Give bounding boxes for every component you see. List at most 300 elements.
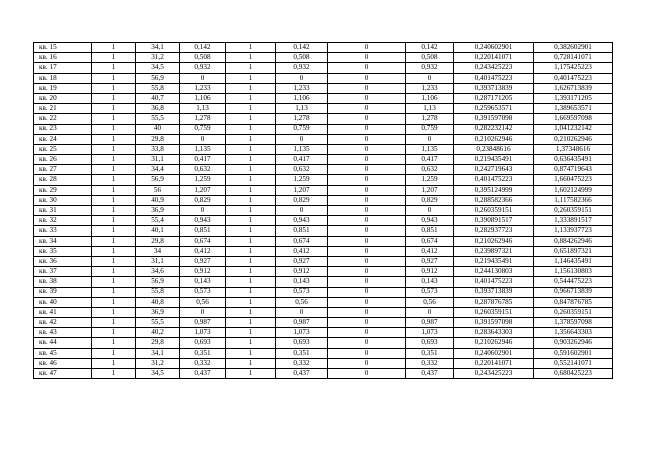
table-cell: 1,135 <box>276 144 328 154</box>
table-cell: 1 <box>92 165 136 175</box>
table-cell: 0,260359151 <box>454 206 534 216</box>
table-cell: 1 <box>226 83 276 93</box>
table-cell: 0,243425223 <box>454 369 534 379</box>
table-cell: 56,9 <box>136 73 180 83</box>
table-cell: 0,943 <box>180 216 226 226</box>
table-cell: 1 <box>92 155 136 165</box>
table-cell: 0 <box>328 358 406 368</box>
table-cell: 1,278 <box>180 114 226 124</box>
apartment-name-cell: кв. 26 <box>34 155 92 165</box>
apartment-name-cell: кв. 44 <box>34 338 92 348</box>
table-cell: 0,759 <box>406 124 454 134</box>
table-cell: 31,2 <box>136 358 180 368</box>
table-cell: 33,8 <box>136 144 180 154</box>
table-cell: 0 <box>328 246 406 256</box>
table-cell: 0,412 <box>276 246 328 256</box>
table-row <box>34 277 613 287</box>
table-cell: 0,829 <box>180 195 226 205</box>
table-cell: 0,932 <box>406 63 454 73</box>
table-cell: 1,175425223 <box>534 63 613 73</box>
apartment-name-cell: кв. 35 <box>34 246 92 256</box>
table-row <box>34 144 613 154</box>
table-cell: 0,283643303 <box>454 328 534 338</box>
table-cell: 0 <box>328 287 406 297</box>
table-cell: 1 <box>92 63 136 73</box>
table-cell: 55,8 <box>136 83 180 93</box>
table-cell: 0,240602901 <box>454 348 534 358</box>
table-cell: 29,8 <box>136 134 180 144</box>
table-cell: 0 <box>328 185 406 195</box>
table-cell: 0,674 <box>406 236 454 246</box>
table-cell: 56 <box>136 185 180 195</box>
table-cell: 34,5 <box>136 63 180 73</box>
table-row <box>34 256 613 266</box>
table-cell: 0 <box>276 206 328 216</box>
table-cell: 0,829 <box>406 195 454 205</box>
table-cell: 1 <box>92 134 136 144</box>
table-cell: 0 <box>328 43 406 53</box>
table-row <box>34 165 613 175</box>
table-cell: 0,282232142 <box>454 124 534 134</box>
table-row <box>34 114 613 124</box>
table-cell: 0,260359151 <box>534 307 613 317</box>
table-cell: 1,207 <box>276 185 328 195</box>
table-cell: 0,395124999 <box>454 185 534 195</box>
table-cell: 1 <box>92 73 136 83</box>
table-cell: 0,632 <box>180 165 226 175</box>
table-cell: 1,259 <box>406 175 454 185</box>
table-cell: 0,332 <box>406 358 454 368</box>
table-cell: 1,135 <box>180 144 226 154</box>
table-cell: 0,573 <box>180 287 226 297</box>
apartment-name-cell: кв. 46 <box>34 358 92 368</box>
table-cell: 0,912 <box>276 267 328 277</box>
table-cell: 0,987 <box>406 318 454 328</box>
table-cell: 56,9 <box>136 175 180 185</box>
table-cell: 55,4 <box>136 216 180 226</box>
table-cell: 0,287876785 <box>454 297 534 307</box>
apartment-name-cell: кв. 33 <box>34 226 92 236</box>
table-cell: 0,651897321 <box>534 246 613 256</box>
table-cell: 0 <box>328 144 406 154</box>
table-cell: 0,508 <box>180 53 226 63</box>
table-cell: 0,573 <box>406 287 454 297</box>
table-cell: 1,13 <box>276 104 328 114</box>
table-row <box>34 348 613 358</box>
table-cell: 0,219435491 <box>454 256 534 266</box>
table-cell: 1,378597098 <box>534 318 613 328</box>
table-row <box>34 307 613 317</box>
table-cell: 0,351 <box>180 348 226 358</box>
apartment-name-cell: кв. 21 <box>34 104 92 114</box>
table-cell: 1 <box>92 226 136 236</box>
table-cell: 1,073 <box>276 328 328 338</box>
table-cell: 1 <box>226 206 276 216</box>
table-cell: 1 <box>226 53 276 63</box>
apartment-name-cell: кв. 45 <box>34 348 92 358</box>
table-cell: 1 <box>92 185 136 195</box>
table-cell: 0 <box>328 93 406 103</box>
table-cell: 0,759 <box>180 124 226 134</box>
table-cell: 0 <box>328 216 406 226</box>
table-cell: 0,927 <box>276 256 328 266</box>
table-cell: 0,287171205 <box>454 93 534 103</box>
table-cell: 0,390891517 <box>454 216 534 226</box>
table-cell: 1 <box>226 246 276 256</box>
table-cell: 1,073 <box>406 328 454 338</box>
table-cell: 1 <box>92 256 136 266</box>
table-row <box>34 267 613 277</box>
table-cell: 1 <box>226 358 276 368</box>
table-cell: 0,417 <box>276 155 328 165</box>
table-cell: 55,8 <box>136 287 180 297</box>
table-cell: 0 <box>180 307 226 317</box>
table-cell: 0 <box>328 175 406 185</box>
table-cell: 0 <box>406 73 454 83</box>
table-cell: 1 <box>226 185 276 195</box>
table-cell: 1 <box>226 287 276 297</box>
table-cell: 0 <box>328 114 406 124</box>
table-cell: 0,240602901 <box>454 43 534 53</box>
table-cell: 0,417 <box>406 155 454 165</box>
table-cell: 0 <box>328 338 406 348</box>
table-cell: 0,332 <box>276 358 328 368</box>
apartment-name-cell: кв. 37 <box>34 267 92 277</box>
table-cell: 0,636435491 <box>534 155 613 165</box>
table-cell: 0,382602901 <box>534 43 613 53</box>
table-cell: 1 <box>92 267 136 277</box>
table-row <box>34 226 613 236</box>
table-row <box>34 83 613 93</box>
table-cell: 1,073 <box>180 328 226 338</box>
table-cell: 0 <box>328 226 406 236</box>
table-cell: 1 <box>92 358 136 368</box>
table-cell: 1 <box>226 226 276 236</box>
table-cell: 0,591602901 <box>534 348 613 358</box>
table-cell: 34,1 <box>136 43 180 53</box>
table-cell: 55,5 <box>136 318 180 328</box>
table-cell: 0 <box>328 195 406 205</box>
apartment-name-cell: кв. 34 <box>34 236 92 246</box>
table-cell: 1 <box>226 114 276 124</box>
apartment-name-cell: кв. 23 <box>34 124 92 134</box>
table-cell: 0,912 <box>180 267 226 277</box>
table-cell: 0 <box>328 277 406 287</box>
table-cell: 1 <box>226 338 276 348</box>
table-cell: 1,669597098 <box>534 114 613 124</box>
table-cell: 1 <box>92 307 136 317</box>
table-cell: 1 <box>92 124 136 134</box>
table-cell: 1 <box>92 277 136 287</box>
apartment-data-table <box>33 42 613 379</box>
table-row <box>34 318 613 328</box>
table-cell: 0,401475223 <box>454 73 534 83</box>
table-cell: 1 <box>92 195 136 205</box>
table-cell: 1 <box>92 43 136 53</box>
table-row <box>34 195 613 205</box>
table-cell: 1,156130803 <box>534 267 613 277</box>
table-cell: 1,117582366 <box>534 195 613 205</box>
table-cell: 0,987 <box>180 318 226 328</box>
table-cell: 1 <box>226 318 276 328</box>
table-cell: 0 <box>180 206 226 216</box>
table-cell: 1 <box>226 43 276 53</box>
table-cell: 1,233 <box>180 83 226 93</box>
apartment-name-cell: кв. 42 <box>34 318 92 328</box>
table-cell: 31,1 <box>136 256 180 266</box>
table-cell: 0,142 <box>406 43 454 53</box>
apartment-name-cell: кв. 15 <box>34 43 92 53</box>
table-cell: 1 <box>226 175 276 185</box>
table-row <box>34 104 613 114</box>
table-cell: 0 <box>328 236 406 246</box>
table-cell: 1,106 <box>276 93 328 103</box>
table-cell: 1,106 <box>180 93 226 103</box>
table-cell: 0,23848616 <box>454 144 534 154</box>
table-cell: 0 <box>406 134 454 144</box>
table-cell: 40,2 <box>136 328 180 338</box>
table-cell: 1 <box>92 175 136 185</box>
table-cell: 0,143 <box>276 277 328 287</box>
table-cell: 1 <box>92 297 136 307</box>
apartment-name-cell: кв. 18 <box>34 73 92 83</box>
apartment-name-cell: кв. 17 <box>34 63 92 73</box>
table-cell: 1 <box>226 144 276 154</box>
table-cell: 0 <box>328 206 406 216</box>
table-cell: 40,8 <box>136 297 180 307</box>
table-cell: 0,932 <box>180 63 226 73</box>
table-body <box>34 43 613 379</box>
table-cell: 0,874719643 <box>534 165 613 175</box>
table-cell: 1 <box>92 246 136 256</box>
apartment-name-cell: кв. 32 <box>34 216 92 226</box>
table-cell: 0 <box>328 328 406 338</box>
table-cell: 0,242719643 <box>454 165 534 175</box>
table-cell: 0,552141071 <box>534 358 613 368</box>
table-cell: 0,282937723 <box>454 226 534 236</box>
table-cell: 0 <box>180 73 226 83</box>
table-cell: 1 <box>226 63 276 73</box>
table-row <box>34 236 613 246</box>
table-row <box>34 246 613 256</box>
apartment-name-cell: кв. 30 <box>34 195 92 205</box>
table-cell: 1 <box>92 83 136 93</box>
apartment-name-cell: кв. 36 <box>34 256 92 266</box>
table-cell: 1 <box>92 236 136 246</box>
table-cell: 0,393713839 <box>454 287 534 297</box>
table-cell: 1,207 <box>180 185 226 195</box>
table-cell: 0,210262946 <box>454 338 534 348</box>
table-cell: 0,728141071 <box>534 53 613 63</box>
apartment-name-cell: кв. 39 <box>34 287 92 297</box>
table-cell: 0,220141071 <box>454 358 534 368</box>
table-cell: 0 <box>328 267 406 277</box>
table-cell: 1 <box>226 277 276 287</box>
table-cell: 0 <box>180 134 226 144</box>
table-cell: 0,544475223 <box>534 277 613 287</box>
table-cell: 0,829 <box>276 195 328 205</box>
apartment-name-cell: кв. 29 <box>34 185 92 195</box>
table-cell: 0 <box>276 73 328 83</box>
table-cell: 1 <box>226 256 276 266</box>
table-cell: 1,393171205 <box>534 93 613 103</box>
table-cell: 1,146435491 <box>534 256 613 266</box>
table-cell: 36,9 <box>136 307 180 317</box>
table-cell: 1,356643303 <box>534 328 613 338</box>
table-cell: 1,207 <box>406 185 454 195</box>
table-cell: 0,912 <box>406 267 454 277</box>
table-cell: 1,106 <box>406 93 454 103</box>
table-row <box>34 63 613 73</box>
apartment-name-cell: кв. 38 <box>34 277 92 287</box>
apartment-name-cell: кв. 19 <box>34 83 92 93</box>
table-cell: 1,626713839 <box>534 83 613 93</box>
table-cell: 0 <box>328 73 406 83</box>
apartment-name-cell: кв. 41 <box>34 307 92 317</box>
table-row <box>34 328 613 338</box>
table-cell: 0,632 <box>406 165 454 175</box>
table-cell: 0 <box>328 307 406 317</box>
table-cell: 0,260359151 <box>454 307 534 317</box>
table-cell: 1 <box>92 104 136 114</box>
table-cell: 1,13 <box>406 104 454 114</box>
table-row <box>34 134 613 144</box>
apartment-name-cell: кв. 28 <box>34 175 92 185</box>
table-cell: 1 <box>226 134 276 144</box>
table-row <box>34 185 613 195</box>
table-cell: 1,602124999 <box>534 185 613 195</box>
table-cell: 1 <box>226 195 276 205</box>
table-cell: 0 <box>328 124 406 134</box>
table-cell: 1 <box>226 348 276 358</box>
table-cell: 0,693 <box>180 338 226 348</box>
table-row <box>34 53 613 63</box>
table-cell: 0 <box>276 134 328 144</box>
table-cell: 1 <box>226 73 276 83</box>
table-cell: 1,135 <box>406 144 454 154</box>
table-cell: 0,632 <box>276 165 328 175</box>
table-cell: 1,333891517 <box>534 216 613 226</box>
table-cell: 0,412 <box>406 246 454 256</box>
table-cell: 0,884262946 <box>534 236 613 246</box>
table-cell: 1 <box>226 104 276 114</box>
table-cell: 1,259 <box>276 175 328 185</box>
table-row <box>34 73 613 83</box>
table-cell: 1,37348616 <box>534 144 613 154</box>
table-cell: 0,260359151 <box>534 206 613 216</box>
table-cell: 0,56 <box>180 297 226 307</box>
table-cell: 0,508 <box>406 53 454 63</box>
table-cell: 1 <box>226 124 276 134</box>
table-cell: 0 <box>328 155 406 165</box>
table-cell: 31,2 <box>136 53 180 63</box>
table-cell: 1,133937723 <box>534 226 613 236</box>
table-row <box>34 175 613 185</box>
table-cell: 1 <box>92 206 136 216</box>
table-cell: 1,233 <box>406 83 454 93</box>
table-cell: 0,693 <box>406 338 454 348</box>
table-cell: 34 <box>136 246 180 256</box>
table-cell: 0 <box>276 307 328 317</box>
table-cell: 0,244130803 <box>454 267 534 277</box>
table-cell: 1 <box>226 236 276 246</box>
table-cell: 0 <box>328 83 406 93</box>
table-cell: 0,759 <box>276 124 328 134</box>
table-cell: 55,5 <box>136 114 180 124</box>
table-cell: 1,278 <box>276 114 328 124</box>
table-cell: 0,401475223 <box>454 175 534 185</box>
table-cell: 34,1 <box>136 348 180 358</box>
table-cell: 0,437 <box>276 369 328 379</box>
table-cell: 40 <box>136 124 180 134</box>
table-cell: 0,220141071 <box>454 53 534 63</box>
table-row <box>34 216 613 226</box>
table-cell: 1,041232142 <box>534 124 613 134</box>
table-cell: 1,389653571 <box>534 104 613 114</box>
table-cell: 0,674 <box>180 236 226 246</box>
table-cell: 1,233 <box>276 83 328 93</box>
table-cell: 0 <box>406 206 454 216</box>
table-cell: 0,391597098 <box>454 114 534 124</box>
table-cell: 0,142 <box>276 43 328 53</box>
table-cell: 0,573 <box>276 287 328 297</box>
table-cell: 0,351 <box>406 348 454 358</box>
table-cell: 1 <box>226 93 276 103</box>
table-cell: 0,351 <box>276 348 328 358</box>
table-cell: 0,401475223 <box>534 73 613 83</box>
table-cell: 1 <box>92 318 136 328</box>
table-cell: 1 <box>226 307 276 317</box>
table-cell: 0,391597098 <box>454 318 534 328</box>
table-cell: 34,6 <box>136 267 180 277</box>
table-cell: 1 <box>226 297 276 307</box>
table-cell: 0,674 <box>276 236 328 246</box>
table-cell: 34,5 <box>136 369 180 379</box>
table-cell: 0,210262946 <box>454 134 534 144</box>
table-cell: 0,143 <box>406 277 454 287</box>
table-row <box>34 206 613 216</box>
table-cell: 0,210262946 <box>534 134 613 144</box>
table-cell: 0,412 <box>180 246 226 256</box>
apartment-name-cell: кв. 20 <box>34 93 92 103</box>
table-cell: 1 <box>92 348 136 358</box>
table-cell: 1,660475223 <box>534 175 613 185</box>
table-cell: 1 <box>226 369 276 379</box>
table-cell: 0 <box>328 369 406 379</box>
table-cell: 1 <box>226 267 276 277</box>
apartment-name-cell: кв. 43 <box>34 328 92 338</box>
table-cell: 0,401475223 <box>454 277 534 287</box>
table-cell: 1 <box>92 53 136 63</box>
table-cell: 0,903262946 <box>534 338 613 348</box>
table-cell: 31,1 <box>136 155 180 165</box>
table-cell: 1,278 <box>406 114 454 124</box>
table-cell: 0,943 <box>406 216 454 226</box>
table-row <box>34 297 613 307</box>
table-cell: 0 <box>328 134 406 144</box>
table-cell: 1 <box>92 216 136 226</box>
apartment-name-cell: кв. 31 <box>34 206 92 216</box>
table-cell: 0,932 <box>276 63 328 73</box>
table-cell: 0,851 <box>406 226 454 236</box>
table-cell: 1 <box>92 144 136 154</box>
apartment-name-cell: кв. 25 <box>34 144 92 154</box>
table-cell: 0,142 <box>180 43 226 53</box>
table-cell: 0,332 <box>180 358 226 368</box>
table-cell: 1 <box>92 338 136 348</box>
table-cell: 0,927 <box>406 256 454 266</box>
table-cell: 1 <box>92 114 136 124</box>
